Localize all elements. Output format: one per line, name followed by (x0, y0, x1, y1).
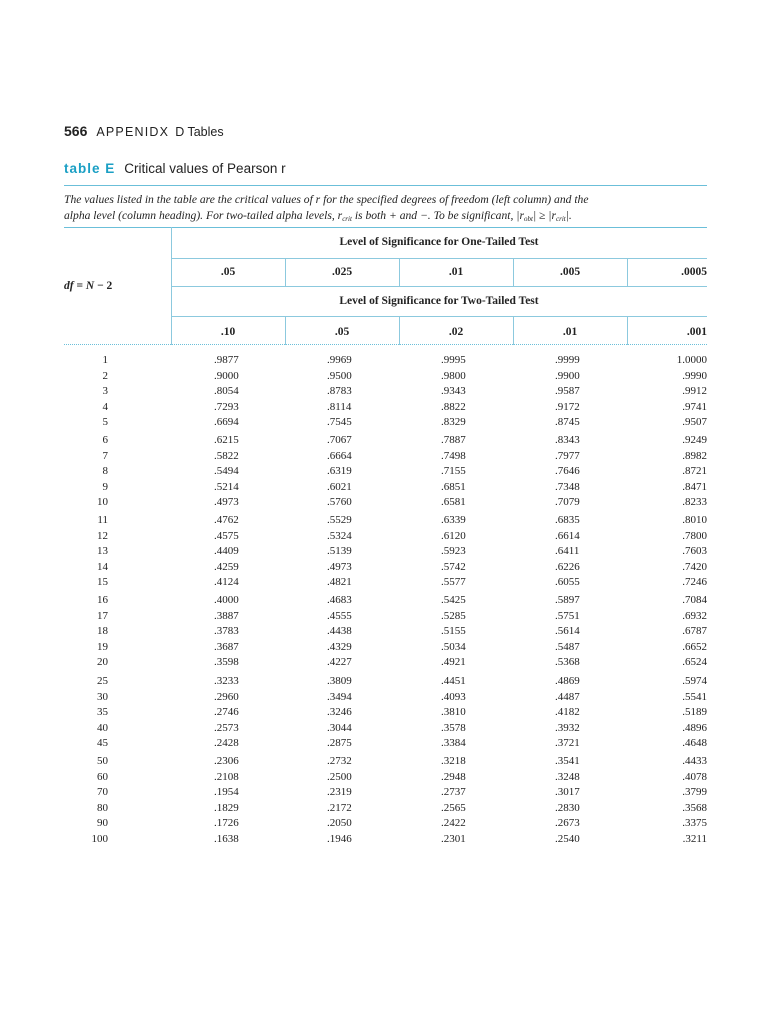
value-cell: .6120 (441, 529, 466, 542)
value-cell: .2422 (441, 817, 466, 830)
two-tailed-alpha: .01 (562, 326, 578, 338)
value-cell: .8114 (327, 400, 352, 413)
value-cell: .5742 (441, 560, 466, 573)
value-cell: .9800 (441, 369, 466, 382)
table-row (64, 802, 707, 818)
header-dotted-rule (64, 344, 707, 345)
df-cell: 6 (102, 434, 108, 446)
value-cell: .9900 (555, 369, 580, 382)
caption-line-1: The values listed in the table are the critical values of r for the specified degrees of freedom (left column) and the (64, 193, 589, 206)
value-cell: .7603 (682, 545, 707, 558)
value-cell: .5751 (555, 609, 580, 622)
df-cell: 25 (97, 675, 108, 687)
table-row (64, 561, 707, 577)
value-cell: .5974 (682, 675, 707, 687)
one-tailed-alpha: .005 (559, 266, 581, 278)
row-group (64, 514, 707, 592)
subsection-label: D Tables (175, 125, 224, 139)
value-cell: .6932 (682, 609, 707, 622)
caption-rule (64, 227, 707, 228)
value-cell: .8783 (327, 385, 352, 398)
value-cell: .2301 (441, 832, 466, 845)
value-cell: .6215 (214, 434, 239, 446)
value-cell: .9500 (327, 369, 352, 382)
value-cell: .9999 (555, 354, 580, 366)
table-row (64, 691, 707, 707)
value-cell: .6055 (555, 576, 580, 589)
table-row (64, 576, 707, 592)
value-cell: .5189 (682, 706, 707, 719)
df-cell: 1 (102, 354, 108, 366)
value-cell: .5494 (214, 465, 239, 478)
value-cell: .4762 (214, 514, 239, 526)
value-cell: .4869 (555, 675, 580, 687)
value-cell: .8010 (682, 514, 707, 526)
two-tailed-alpha: .001 (686, 326, 707, 338)
value-cell: .7800 (682, 529, 707, 542)
table-row (64, 610, 707, 626)
table-row (64, 625, 707, 641)
caption-subscript: crit (555, 215, 566, 223)
value-cell: .3384 (441, 737, 466, 750)
value-cell: .5368 (555, 656, 580, 669)
value-cell: .7079 (555, 496, 580, 509)
value-cell: .3810 (441, 706, 466, 719)
value-cell: .8471 (682, 480, 707, 493)
value-cell: .6787 (682, 625, 707, 638)
df-cell: 30 (97, 690, 108, 703)
value-cell: .4896 (682, 721, 707, 734)
value-cell: .6581 (441, 496, 466, 509)
caption-text: | ≥ |r (532, 209, 556, 222)
value-cell: .7246 (682, 576, 707, 589)
df-cell: 60 (97, 770, 108, 783)
table-row (64, 416, 707, 432)
df-label: df = N − 2 (64, 280, 113, 292)
df-cell: 13 (97, 545, 108, 558)
df-cell: 100 (91, 832, 108, 845)
value-cell: .2746 (214, 706, 239, 719)
value-cell: .4648 (682, 737, 707, 750)
df-cell: 14 (97, 560, 108, 573)
value-cell: .9877 (214, 354, 239, 366)
value-cell: .9995 (441, 354, 466, 366)
value-cell: .4438 (327, 625, 352, 638)
one-tailed-heading: Level of Significance for One-Tailed Test (339, 236, 539, 248)
value-cell: .4124 (214, 576, 239, 589)
value-cell: .6694 (214, 416, 239, 429)
value-cell: .2875 (327, 737, 352, 750)
caption-text: alpha level (column heading). For two-tailed alpha levels, r (64, 209, 343, 222)
value-cell: .2306 (214, 755, 239, 767)
df-cell: 70 (97, 786, 108, 799)
table-row (64, 817, 707, 833)
value-cell: .6339 (441, 514, 466, 526)
value-cell: .4921 (441, 656, 466, 669)
page-number: 566 (64, 123, 88, 139)
row-group (64, 354, 707, 432)
value-cell: .7155 (441, 465, 466, 478)
value-cell: .1829 (214, 801, 239, 814)
value-cell: .5425 (441, 594, 466, 606)
value-cell: .3568 (682, 801, 707, 814)
value-cell: .4433 (682, 755, 707, 767)
value-cell: 1.0000 (676, 354, 707, 366)
value-cell: .3375 (682, 817, 707, 830)
value-cell: .3541 (555, 755, 580, 767)
value-cell: .3017 (555, 786, 580, 799)
value-cell: .3211 (682, 832, 707, 845)
df-cell: 50 (97, 755, 108, 767)
one-tailed-alpha: .05 (220, 266, 236, 278)
table-row (64, 385, 707, 401)
value-cell: .4575 (214, 529, 239, 542)
df-cell: 3 (102, 385, 108, 398)
value-cell: .9249 (682, 434, 707, 446)
table-row (64, 737, 707, 753)
value-cell: .3248 (555, 770, 580, 783)
table-label: table E (64, 161, 116, 176)
caption-text: is both + and −. To be significant, |r (351, 209, 524, 222)
value-cell: .3687 (214, 640, 239, 653)
table-title (64, 161, 286, 176)
value-cell: .5155 (441, 625, 466, 638)
value-cell: .2172 (327, 801, 352, 814)
value-cell: .4259 (214, 560, 239, 573)
value-cell: .9507 (682, 416, 707, 429)
df-cell: 15 (97, 576, 108, 589)
df-cell: 35 (97, 706, 108, 719)
value-cell: .2108 (214, 770, 239, 783)
two-tailed-alpha: .02 (448, 326, 464, 338)
two-tailed-alpha: .05 (334, 326, 350, 338)
value-cell: .1726 (214, 817, 239, 830)
value-cell: .4821 (327, 576, 352, 589)
value-cell: .9969 (327, 354, 352, 366)
table-row (64, 786, 707, 802)
row-group (64, 755, 707, 849)
value-cell: .1946 (327, 832, 352, 845)
table-row (64, 755, 707, 771)
table-row (64, 354, 707, 370)
table-row (64, 641, 707, 657)
caption-subscript: obt (523, 215, 533, 223)
table-row (64, 370, 707, 386)
table-caption (64, 192, 709, 227)
value-cell: .3783 (214, 625, 239, 638)
value-cell: .3494 (327, 690, 352, 703)
df-cell: 19 (97, 640, 108, 653)
value-cell: .4973 (327, 560, 352, 573)
value-cell: .9000 (214, 369, 239, 382)
table-row (64, 594, 707, 610)
table-row (64, 514, 707, 530)
table-row (64, 496, 707, 512)
row-group (64, 675, 707, 753)
value-cell: .3721 (555, 737, 580, 750)
value-cell: .5614 (555, 625, 580, 638)
value-cell: .2673 (555, 817, 580, 830)
value-cell: .4683 (327, 594, 352, 606)
value-cell: .2428 (214, 737, 239, 750)
value-cell: .4973 (214, 496, 239, 509)
value-cell: .6524 (682, 656, 707, 669)
df-cell: 2 (102, 369, 108, 382)
value-cell: .7887 (441, 434, 466, 446)
header-rule (171, 286, 707, 287)
table-row (64, 722, 707, 738)
value-cell: .2948 (441, 770, 466, 783)
value-cell: .8982 (682, 449, 707, 462)
value-cell: .3809 (327, 675, 352, 687)
df-cell: 17 (97, 609, 108, 622)
value-cell: .8822 (441, 400, 466, 413)
value-cell: .7545 (327, 416, 352, 429)
value-cell: .1954 (214, 786, 239, 799)
table-row (64, 706, 707, 722)
value-cell: .4093 (441, 690, 466, 703)
df-cell: 7 (102, 449, 108, 462)
value-cell: .3598 (214, 656, 239, 669)
two-tailed-heading: Level of Significance for Two-Tailed Test (339, 295, 539, 307)
value-cell: .9343 (441, 385, 466, 398)
value-cell: .9741 (682, 400, 707, 413)
value-cell: .5529 (327, 514, 352, 526)
value-cell: .3246 (327, 706, 352, 719)
section-label: APPENIDX (96, 125, 170, 139)
df-cell: 20 (97, 656, 108, 669)
value-cell: .3044 (327, 721, 352, 734)
df-cell: 11 (97, 514, 108, 526)
value-cell: .8721 (682, 465, 707, 478)
value-cell: .2500 (327, 770, 352, 783)
caption-text: |. (565, 209, 572, 222)
value-cell: .4000 (214, 594, 239, 606)
value-cell: .5487 (555, 640, 580, 653)
value-cell: .3887 (214, 609, 239, 622)
value-cell: .5139 (327, 545, 352, 558)
table-row (64, 833, 707, 849)
value-cell: .6614 (555, 529, 580, 542)
value-cell: .8745 (555, 416, 580, 429)
table-row (64, 434, 707, 450)
df-cell: 8 (102, 465, 108, 478)
value-cell: .9587 (555, 385, 580, 398)
value-cell: .2573 (214, 721, 239, 734)
caption-subscript: crit (342, 215, 352, 223)
value-cell: .4227 (327, 656, 352, 669)
value-cell: .9912 (682, 385, 707, 398)
value-cell: .8233 (682, 496, 707, 509)
value-cell: .6851 (441, 480, 466, 493)
value-cell: .7977 (555, 449, 580, 462)
value-cell: .6835 (555, 514, 580, 526)
df-cell: 45 (97, 737, 108, 750)
value-cell: .2540 (555, 832, 580, 845)
value-cell: .3233 (214, 675, 239, 687)
value-cell: .3932 (555, 721, 580, 734)
caption-line-2 (64, 208, 709, 227)
two-tailed-alpha: .10 (220, 326, 236, 338)
value-cell: .2830 (555, 801, 580, 814)
value-cell: .8329 (441, 416, 466, 429)
value-cell: .7646 (555, 465, 580, 478)
table-title-text: Critical values of Pearson r (124, 161, 286, 176)
value-cell: .5897 (555, 594, 580, 606)
value-cell: .2319 (327, 786, 352, 799)
value-cell: .5541 (682, 690, 707, 703)
value-cell: .6411 (555, 545, 580, 558)
df-cell: 90 (97, 817, 108, 830)
value-cell: .6664 (327, 449, 352, 462)
value-cell: .3218 (441, 755, 466, 767)
value-cell: .4451 (441, 675, 466, 687)
value-cell: .2732 (327, 755, 352, 767)
value-cell: .4078 (682, 770, 707, 783)
table-row (64, 465, 707, 481)
table-row (64, 771, 707, 787)
df-cell: 9 (102, 480, 108, 493)
table-row (64, 450, 707, 466)
value-cell: .2565 (441, 801, 466, 814)
value-cell: .9172 (555, 400, 580, 413)
df-cell: 5 (102, 416, 108, 429)
df-cell: 16 (97, 594, 108, 606)
value-cell: .2737 (441, 786, 466, 799)
value-cell: .5285 (441, 609, 466, 622)
value-cell: .7293 (214, 400, 239, 413)
value-cell: .4487 (555, 690, 580, 703)
value-cell: .3799 (682, 786, 707, 799)
one-tailed-alpha: .01 (448, 266, 464, 278)
df-cell: 80 (97, 801, 108, 814)
table-row (64, 530, 707, 546)
df-cell: 10 (97, 496, 108, 509)
title-rule (64, 185, 707, 186)
value-cell: .4182 (555, 706, 580, 719)
value-cell: .5760 (327, 496, 352, 509)
value-cell: .4329 (327, 640, 352, 653)
value-cell: .8343 (555, 434, 580, 446)
value-cell: .1638 (214, 832, 239, 845)
table-row (64, 481, 707, 497)
value-cell: .5034 (441, 640, 466, 653)
value-cell: .6319 (327, 465, 352, 478)
value-cell: .6652 (682, 640, 707, 653)
df-cell: 12 (97, 529, 108, 542)
table-row (64, 401, 707, 417)
value-cell: .9990 (682, 369, 707, 382)
value-cell: .5923 (441, 545, 466, 558)
value-cell: .8054 (214, 385, 239, 398)
value-cell: .4555 (327, 609, 352, 622)
table-row (64, 675, 707, 691)
value-cell: .2960 (214, 690, 239, 703)
df-cell: 4 (102, 400, 108, 413)
table-row (64, 545, 707, 561)
value-cell: .5214 (214, 480, 239, 493)
value-cell: .5577 (441, 576, 466, 589)
table-row (64, 656, 707, 672)
value-cell: .7067 (327, 434, 352, 446)
value-cell: .6226 (555, 560, 580, 573)
one-tailed-alpha: .025 (331, 266, 353, 278)
value-cell: .5324 (327, 529, 352, 542)
value-cell: .7084 (682, 594, 707, 606)
value-cell: .7420 (682, 560, 707, 573)
value-cell: .5822 (214, 449, 239, 462)
value-cell: .3578 (441, 721, 466, 734)
running-head (64, 123, 224, 139)
row-group (64, 594, 707, 672)
value-cell: .2050 (327, 817, 352, 830)
value-cell: .4409 (214, 545, 239, 558)
value-cell: .6021 (327, 480, 352, 493)
row-group (64, 434, 707, 512)
df-cell: 18 (97, 625, 108, 638)
df-cell: 40 (97, 721, 108, 734)
value-cell: .7348 (555, 480, 580, 493)
value-cell: .7498 (441, 449, 466, 462)
one-tailed-alpha: .0005 (681, 266, 707, 278)
